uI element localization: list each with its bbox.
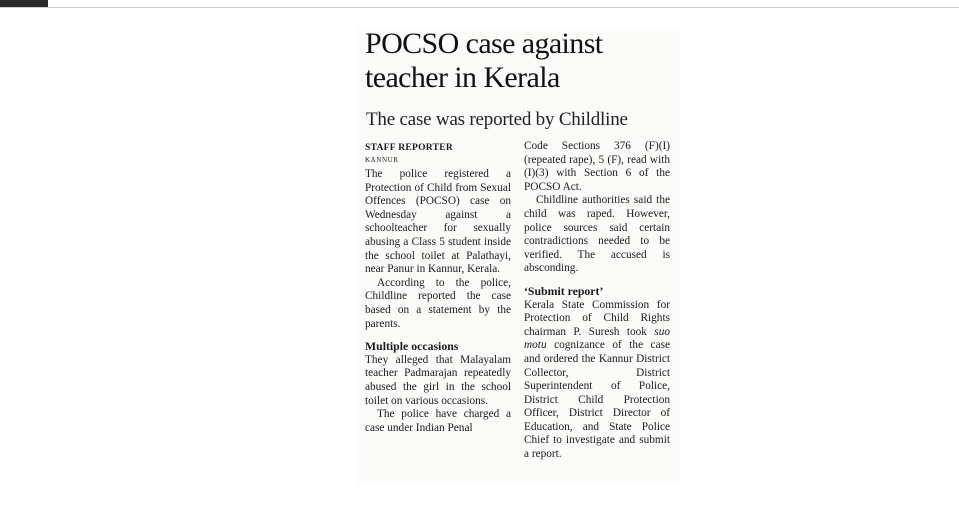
text-span: Kerala State Commission for Protection of Child Rights chairman P. Suresh took	[524, 298, 670, 338]
paragraph: The police registered a Protection of Child from Sexual Offences (POCSO) case on Wednesday against a schoolteacher for sexually abusing a Class 5 student inside the school toilet at Palathayi, near Panur in Kannur, Kerala.	[365, 168, 511, 276]
section-subheading: ‘Submit report’	[524, 283, 604, 298]
text-span: cognizance of the case and ordered the Kannur District Collector, District Superintendent of Police, District Child Protection Officer, District Director of Education, and State Police Chief to investigate and submit a report.	[524, 339, 670, 461]
paragraph: They alleged that Malayalam teacher Padmarajan repeatedly abused the girl in the school toilet on various occasions.	[365, 353, 511, 407]
dateline: KANNUR	[365, 156, 399, 164]
paragraph: The police have charged a case under Indian Penal	[365, 408, 511, 434]
article-column-1	[365, 168, 511, 435]
byline: STAFF REPORTER	[365, 143, 454, 153]
subheadline: The case was reported by Childline	[366, 109, 628, 130]
headline: POCSO case against teacher in Kerala	[365, 27, 603, 94]
top-bar-block	[0, 0, 48, 7]
italic-text: suo motu	[524, 325, 670, 352]
paragraph: According to the police, Childline reported the case based on a statement by the parents.	[365, 276, 511, 330]
paragraph	[524, 299, 670, 462]
section-subheading: Multiple occasions	[365, 339, 459, 354]
top-bar	[0, 0, 959, 8]
paragraph: Childline authorities said the child was raped. However, police sources said certain contradictions needed to be verified. The accused is absconding.	[524, 194, 670, 275]
article-column-2	[524, 140, 670, 462]
paragraph: Code Sections 376 (F)(I) (repeated rape), 5 (F), read with (I)(3) with Section 6 of the POCSO Act.	[524, 140, 670, 193]
